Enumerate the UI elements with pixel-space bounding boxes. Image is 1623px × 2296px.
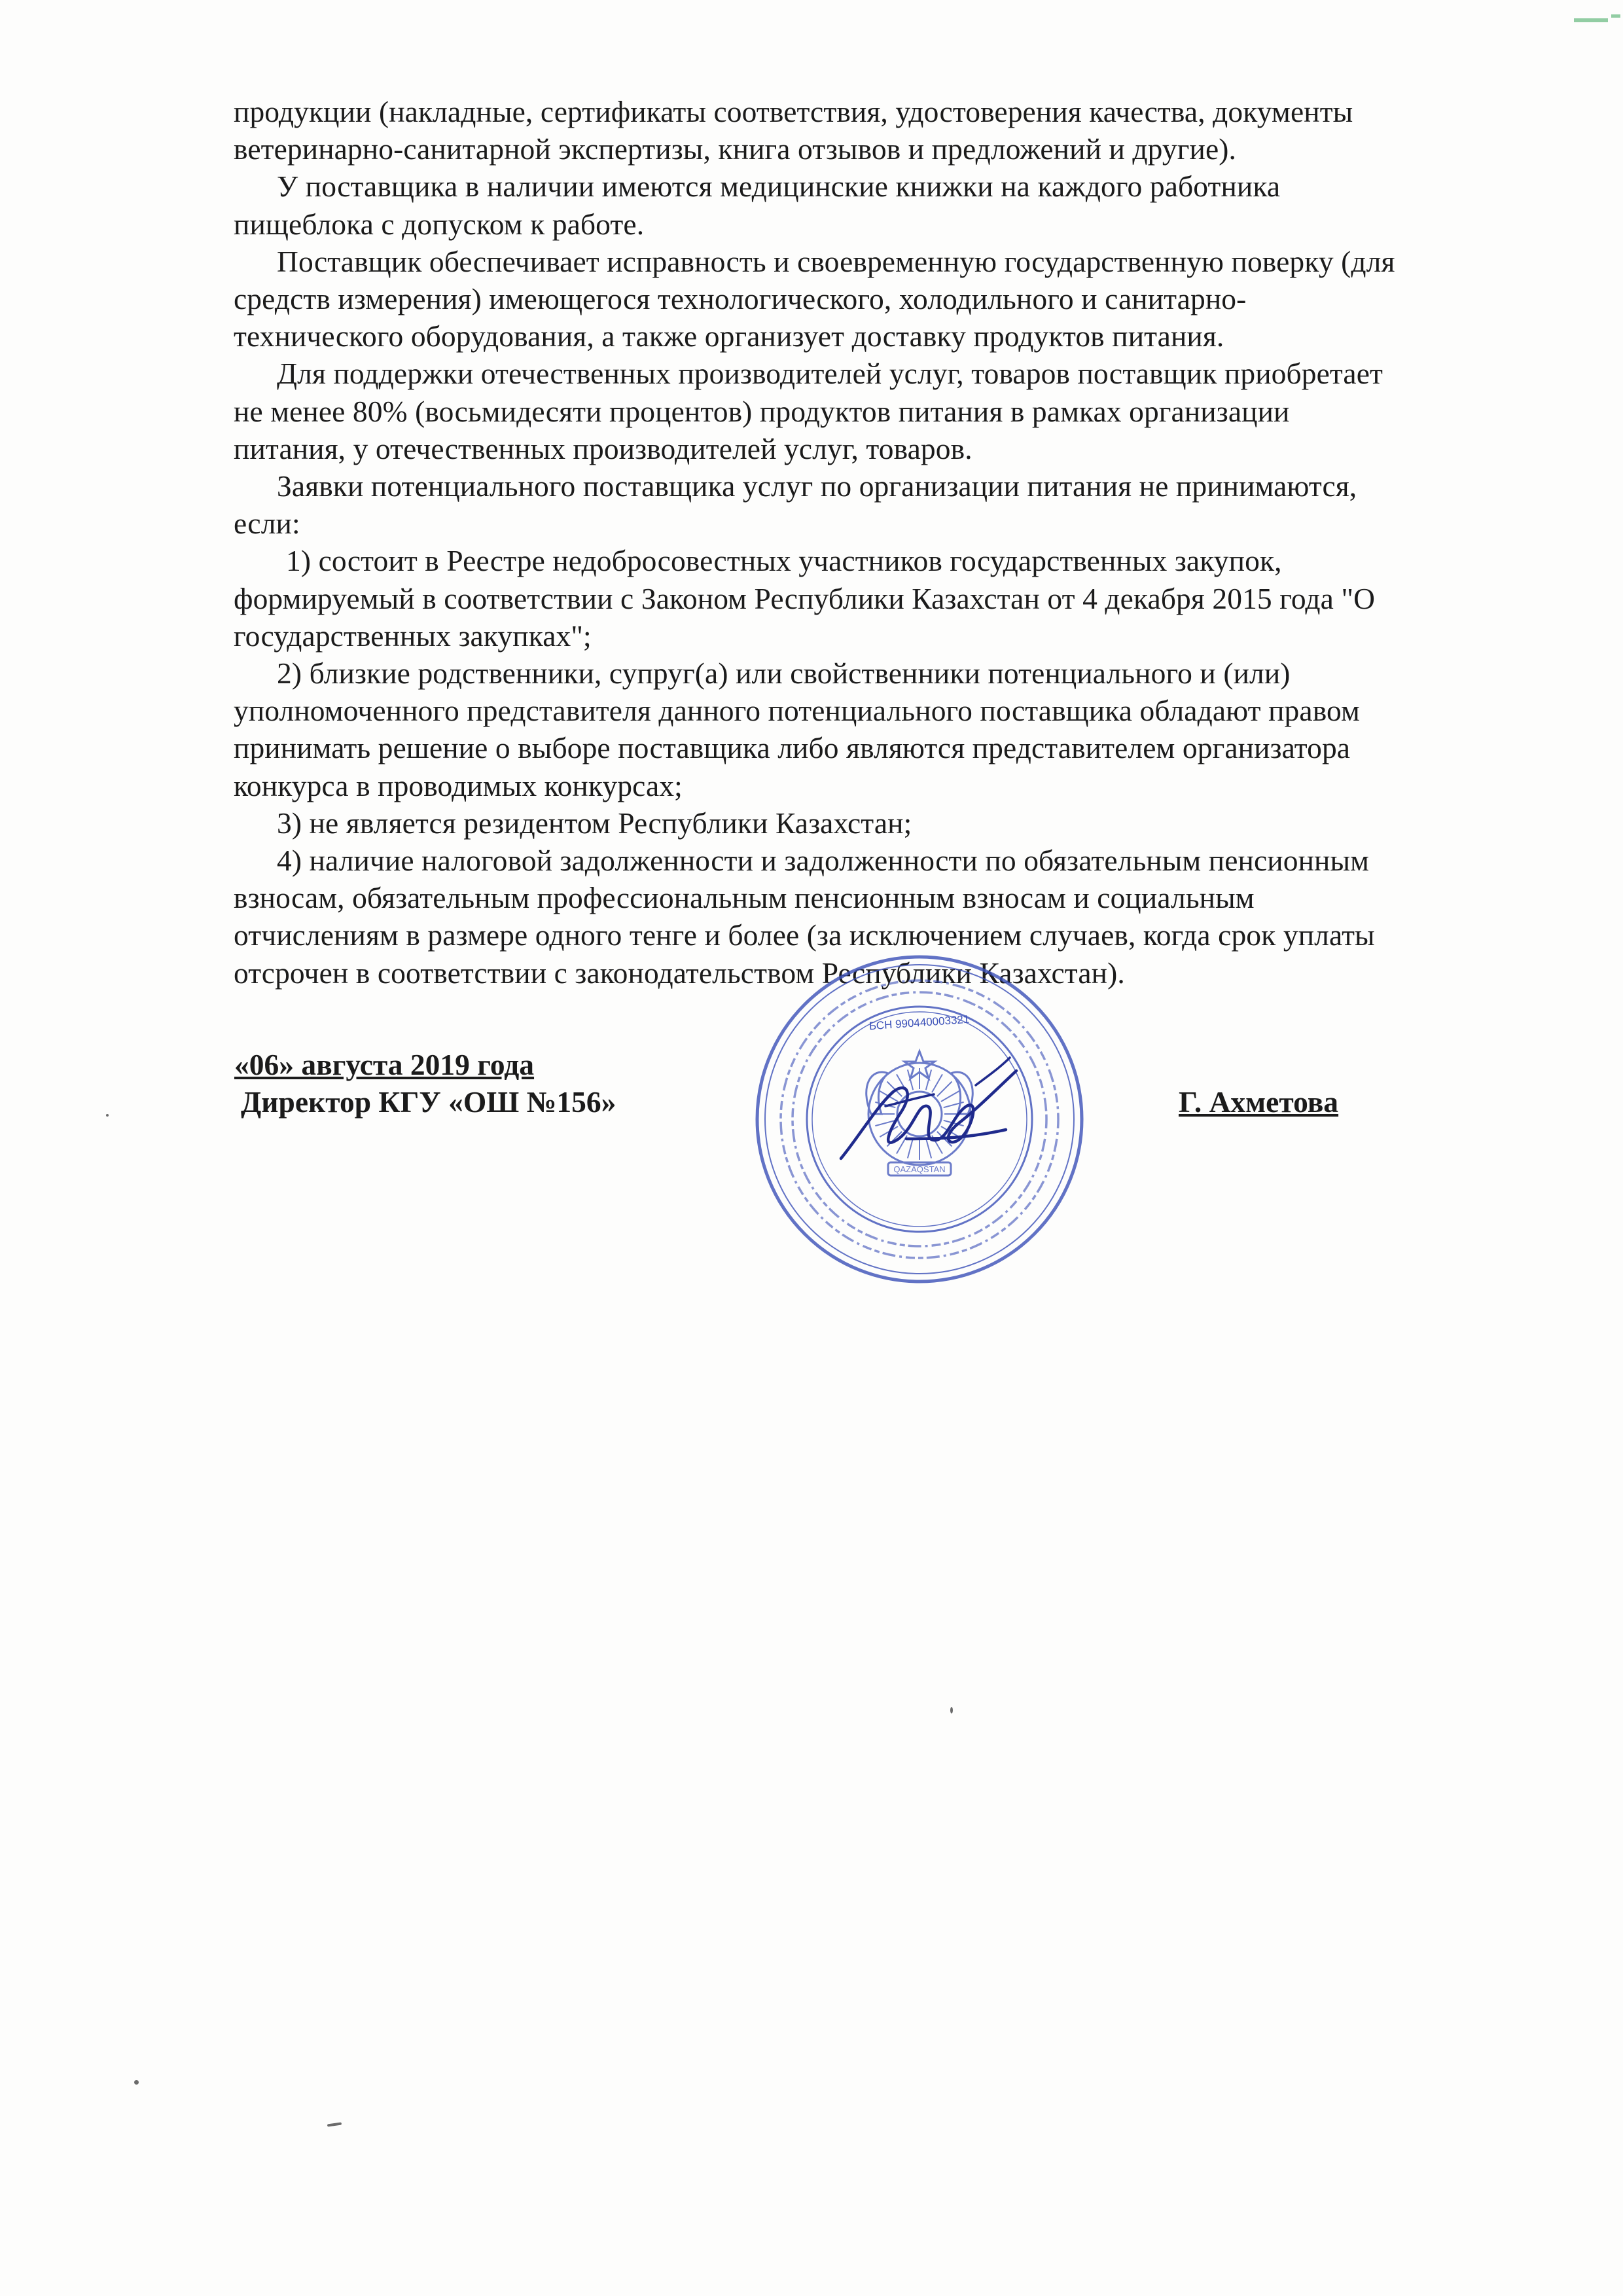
text-line: если: xyxy=(234,507,300,541)
emblem-ray xyxy=(908,1138,913,1158)
text-line: средств измерения) имеющегося технологического, холодильного и санитарно- xyxy=(234,282,1247,316)
paragraph-1 xyxy=(234,93,1480,168)
list-item-3 xyxy=(234,804,1480,842)
list-item-2 xyxy=(234,655,1480,804)
text-line: взносам, обязательным профессиональным пенсионным взносам и социальным xyxy=(234,881,1255,915)
scan-edge-mark xyxy=(1574,18,1608,22)
emblem-label: QAZAQSTAN xyxy=(893,1164,946,1174)
stamp-inner-ring-2 xyxy=(812,1012,1027,1227)
text-line: отчислениям в размере одного тенге и более (за исключением случаев, когда срок уплаты xyxy=(234,918,1375,952)
paragraph-5 xyxy=(234,467,1480,542)
scan-edge-mark xyxy=(1611,14,1620,18)
text-line: Для поддержки отечественных производителей услуг, товаров поставщик приобретает xyxy=(277,357,1383,391)
text-line: конкурса в проводимых конкурсах; xyxy=(234,768,683,802)
text-line: формируемый в соответствии с Законом Республики Казахстан от 4 декабря 2015 года "О xyxy=(234,581,1376,615)
text-line: не менее 80% (восьмидесяти процентов) продуктов питания в рамках организации xyxy=(234,394,1290,428)
signature-date: «06» августа 2019 года xyxy=(234,1048,535,1081)
text-line: отсрочен в соответствии с законодательством Республики Казахстан). xyxy=(234,956,1125,990)
scan-speck xyxy=(106,1114,109,1117)
list-item-1 xyxy=(234,542,1480,655)
document-body xyxy=(234,93,1480,992)
text-line: технического оборудования, а также организует доставку продуктов питания. xyxy=(234,319,1224,353)
stamp-outer-ring xyxy=(757,957,1082,1282)
text-line: питания, у отечественных производителей услуг, товаров. xyxy=(234,431,972,465)
text-line: Поставщик обеспечивает исправность и своевременную государственную поверку (для xyxy=(277,244,1395,278)
state-emblem xyxy=(866,1051,973,1175)
text-line: ветеринарно-санитарной экспертизы, книга отзывов и предложений и другие). xyxy=(234,132,1237,166)
emblem-ray xyxy=(932,1074,942,1092)
scan-speck xyxy=(327,2122,342,2126)
text-line: 1) состоит в Реестре недобросовестных участников государственных закупок, xyxy=(286,544,1282,578)
paragraph-2 xyxy=(234,168,1480,242)
text-line: принимать решение о выборе поставщика либо являются представителем организатора xyxy=(234,731,1351,765)
paragraph-3 xyxy=(234,243,1480,355)
emblem-wing-right xyxy=(951,1072,972,1114)
emblem-rays xyxy=(874,1068,965,1160)
emblem-ray xyxy=(926,1138,931,1158)
text-line: 4) наличие налоговой задолженности и задолженности по обязательным пенсионным xyxy=(277,844,1370,878)
text-line: государственных закупках"; xyxy=(234,619,592,653)
stamp-outer-ring-inner xyxy=(765,965,1074,1274)
scan-speck xyxy=(950,1707,953,1713)
stamp-inner-ring xyxy=(807,1007,1032,1232)
signatory-position: Директор КГУ «ОШ №156» xyxy=(241,1085,616,1119)
emblem-ray xyxy=(941,1091,959,1102)
official-stamp xyxy=(743,942,1096,1296)
paragraph-4 xyxy=(234,355,1480,467)
emblem-ray xyxy=(937,1082,952,1097)
text-line: пищеблока с допуском к работе. xyxy=(234,207,645,241)
text-line: продукции (накладные, сертификаты соответствия, удостоверения качества, документы xyxy=(234,95,1353,128)
text-line: Заявки потенциального поставщика услуг по организации питания не принимаются, xyxy=(277,469,1357,503)
stamp-seal xyxy=(757,957,1082,1282)
text-line: 2) близкие родственники, супруг(а) или свойственники потенциального и (или) xyxy=(277,656,1291,691)
text-line: У поставщика в наличии имеются медицинские книжки на каждого работника xyxy=(277,170,1281,204)
text-line: уполномоченного представителя данного потенциального поставщика обладают правом xyxy=(234,694,1360,728)
signatory-name: Г. Ахметова xyxy=(1179,1085,1339,1119)
stamp-bin-number: БСН 990440003321 xyxy=(868,1013,970,1033)
text-line: 3) не является резидентом Республики Казахстан; xyxy=(277,806,912,840)
scan-speck xyxy=(134,2080,139,2085)
